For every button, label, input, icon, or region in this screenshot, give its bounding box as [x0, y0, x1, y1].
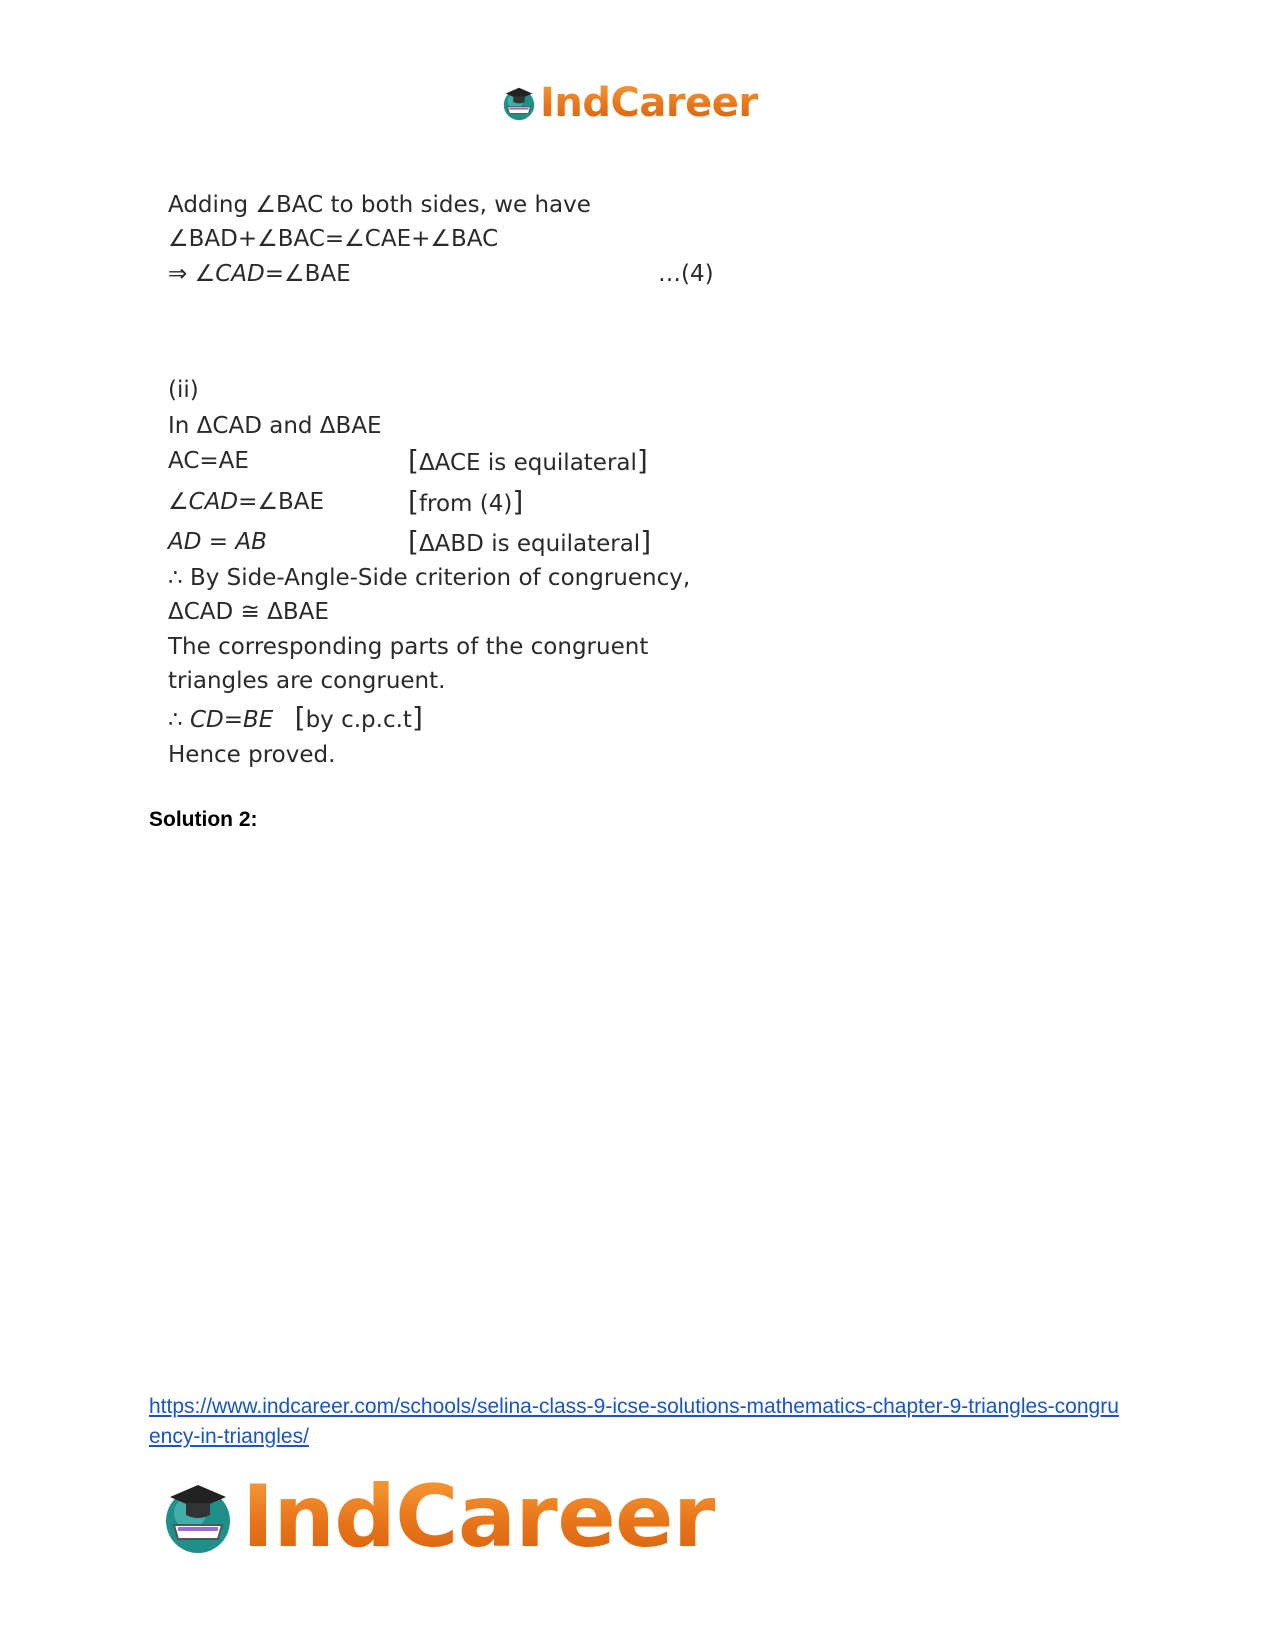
source-url-link[interactable]: https://www.indcareer.com/schools/selina-class-9-icse-solutions-mathematics-chapter-9-triangles-congruency-in-triangles/ — [149, 1395, 1119, 1448]
reason: [ΔACE is equilateral] — [408, 444, 648, 477]
statement: AC=AE — [168, 448, 249, 474]
triangles-intro: In ΔCAD and ΔBAE — [168, 413, 382, 439]
solution-2-heading: Solution 2: — [149, 808, 258, 831]
congruence-statement: ΔCAD ≅ ΔBAE — [168, 599, 329, 625]
equals-bae: =∠BAE — [264, 261, 351, 287]
statement: AD = AB — [168, 529, 267, 555]
statement-angle: ∠CAD — [168, 489, 239, 515]
conclusion-line — [168, 703, 423, 735]
angle-sum-equation: ∠BAD+∠BAC=∠CAE+∠BAC — [168, 226, 499, 252]
statement: =∠BAE — [238, 489, 325, 515]
angle-cad: ∠CAD — [194, 261, 265, 287]
proof-row — [168, 487, 668, 517]
proof-row — [168, 446, 668, 476]
cpct-line-1: The corresponding parts of the congruent — [168, 634, 649, 660]
cpct-line-2: triangles are congruent. — [168, 668, 446, 694]
adding-step-line: Adding ∠BAC to both sides, we have — [168, 192, 591, 218]
reason: [ΔABD is equilateral] — [408, 525, 652, 558]
proof-row — [168, 527, 668, 557]
conclusion-reason: [by c.p.c.t] — [294, 701, 423, 734]
graduation-globe-icon — [500, 83, 538, 123]
footer-logo — [158, 1467, 715, 1567]
logo-wordmark: IndCareer — [242, 1467, 715, 1567]
cd-equals-be: CD=BE — [189, 707, 274, 733]
header-logo — [500, 78, 758, 128]
reason: [from (4)] — [408, 485, 524, 518]
hence-proved: Hence proved. — [168, 742, 336, 768]
logo-wordmark: IndCareer — [540, 80, 758, 126]
cad-equals-bae-line — [168, 259, 728, 289]
therefore-symbol: ∴ — [168, 707, 190, 733]
implies-symbol: ⇒ — [168, 261, 195, 287]
sas-criterion-line: ∴ By Side-Angle-Side criterion of congruency, — [168, 565, 691, 591]
graduation-globe-icon — [158, 1475, 238, 1559]
part-ii-label: (ii) — [168, 377, 199, 403]
equation-ref-4: …(4) — [658, 261, 714, 287]
